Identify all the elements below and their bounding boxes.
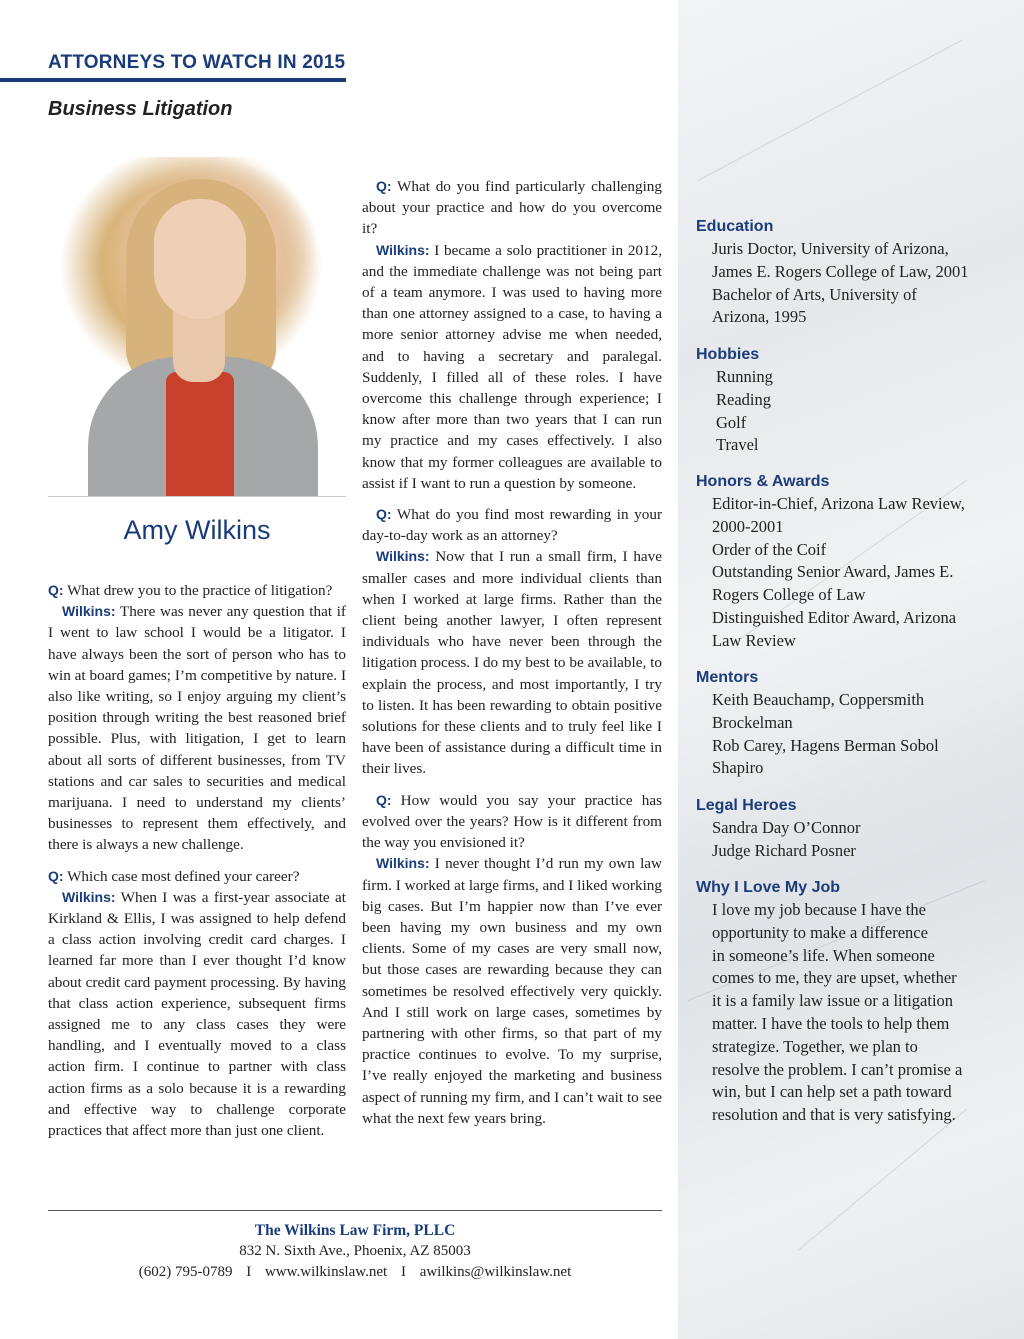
question-label: Q: bbox=[376, 178, 392, 194]
answer-label: Wilkins: bbox=[62, 888, 116, 905]
question-text: Which case most defined your career? bbox=[67, 867, 300, 885]
question-label: Q: bbox=[48, 582, 64, 598]
attorney-portrait-photo bbox=[48, 157, 346, 497]
question-1 bbox=[48, 580, 346, 601]
question-text: What drew you to the practice of litigation? bbox=[67, 582, 333, 599]
hobby-item: Golf bbox=[716, 412, 747, 432]
question-3 bbox=[362, 176, 662, 240]
website-link[interactable]: www.wilkinslaw.net bbox=[264, 1264, 388, 1280]
honors-line: 2000-2001 bbox=[712, 516, 784, 536]
email-link[interactable]: awilkins@wilkinslaw.net bbox=[419, 1264, 572, 1280]
portrait-shirt bbox=[166, 372, 234, 497]
attorney-name: Amy Wilkins bbox=[123, 515, 271, 545]
practice-area-subtitle: Business Litigation bbox=[48, 98, 233, 120]
education-line: Bachelor of Arts, University of bbox=[712, 284, 917, 304]
mentors-heading: Mentors bbox=[696, 669, 759, 686]
honors-line: Order of the Coif bbox=[712, 539, 827, 559]
why-line: it is a family law issue or a litigation bbox=[712, 991, 954, 1011]
contact-separator: I bbox=[400, 1264, 406, 1280]
question-5 bbox=[362, 790, 662, 854]
question-4 bbox=[362, 504, 662, 546]
why-line: strategize. Together, we plan to bbox=[712, 1036, 918, 1056]
answer-label: Wilkins: bbox=[62, 603, 116, 620]
answer-label: Wilkins: bbox=[376, 548, 430, 565]
mentors-line: Brockelman bbox=[712, 712, 793, 732]
page-section-title: ATTORNEYS TO WATCH IN 2015 bbox=[48, 52, 346, 73]
firm-name: The Wilkins Law Firm, PLLC bbox=[254, 1222, 456, 1239]
footer-divider bbox=[48, 1210, 662, 1211]
answer-text: Now that I run a small firm, I have smaller cases and more individual clients than when I worked at large firms. Rather than the client being another lawyer, I often represent individuals who have never been through the litigation process. I do my best to be available, to explain the process, and most importantly, I try to listen. It has been rewarding to obtain positive solutions for these clients and to truly feel like I have been of assistance during a difficult time in their lives. bbox=[362, 548, 662, 778]
answer-5 bbox=[362, 853, 662, 1129]
answer-text: I never thought I’d run my own law firm. I worked at large firms, and I liked working big cases. But I’m happier now than I’ve ever been having my own business and my own clients. Some of my cases are very small now, but those cases are rewarding because they can sometimes be resolved effectively very quickly. And I still work on large cases, sometimes by partnering with other firms, so that part of my practice continues to evolve. To my surprise, I’ve really enjoyed the marketing and business aspect of running my firm, and I can’t wait to see what the next few years bring. bbox=[362, 855, 663, 1127]
question-label: Q: bbox=[376, 791, 392, 808]
answer-label: Wilkins: bbox=[376, 855, 430, 872]
honors-heading: Honors & Awards bbox=[696, 473, 830, 490]
legal-hero-item: Judge Richard Posner bbox=[712, 840, 856, 860]
education-line: Juris Doctor, University of Arizona, bbox=[712, 239, 949, 258]
why-i-love-my-job-section bbox=[696, 879, 981, 1127]
phone-number: (602) 795-0789 bbox=[138, 1264, 233, 1280]
honors-line: Law Review bbox=[712, 630, 796, 650]
education-line: James E. Rogers College of Law, 2001 bbox=[712, 261, 969, 281]
why-line: in someone’s life. When someone bbox=[712, 945, 935, 965]
hobby-item: Travel bbox=[716, 435, 759, 455]
answer-label: Wilkins: bbox=[376, 241, 430, 258]
mentors-section bbox=[696, 669, 981, 780]
answer-text: There was never any question that if I went to law school I would be a litigator. I have always been the sort of person who has to win at board games; I’m competitive by nature. I also like writing, so I enjoy arguing my client’s position through writing the best reasoned brief possible. Plus, with litigation, I get to learn about all sorts of different businesses, from TV stations and car sales to securities and medical marijuana. I need to understand my clients’ businesses to represent them effectively, and there is always a new challenge. bbox=[48, 603, 346, 854]
honors-line: Outstanding Senior Award, James E. bbox=[712, 562, 954, 582]
why-line: comes to me, they are upset, whether bbox=[712, 968, 957, 988]
hobby-item: Reading bbox=[716, 389, 771, 409]
question-text: What do you find most rewarding in your day-to-day work as an attorney? bbox=[362, 506, 662, 545]
legal-heroes-heading: Legal Heroes bbox=[696, 797, 797, 814]
honors-line: Editor-in-Chief, Arizona Law Review, bbox=[712, 494, 965, 513]
answer-1 bbox=[48, 601, 346, 855]
education-heading: Education bbox=[696, 218, 774, 235]
firm-address: 832 N. Sixth Ave., Phoenix, AZ 85003 bbox=[239, 1243, 471, 1259]
why-line: win, but I can help set a path toward bbox=[712, 1082, 952, 1102]
question-label: Q: bbox=[48, 867, 64, 884]
education-section bbox=[696, 218, 981, 329]
portrait-face bbox=[154, 199, 246, 319]
honors-line: Distinguished Editor Award, Arizona bbox=[712, 607, 957, 627]
interview-column-left bbox=[48, 580, 346, 1151]
marble-vein bbox=[698, 39, 963, 181]
why-line: opportunity to make a difference bbox=[712, 922, 928, 942]
question-text: What do you find particularly challenging about your practice and how do you overcome it? bbox=[362, 178, 662, 238]
answer-text: When I was a first-year associate at Kirkland & Ellis, I was assigned to help defend a class action involving credit card charges. I learned far more than I ever thought I’d know about credit card payment processing. By having that class action experience, subsequent firms assigned me to any class cases they were handling, and I eventually moved to a class action firm. I continue to partner with class action firms as a solo because it is a rewarding and effective way to challenge corporate practices that affect more than just one client. bbox=[48, 888, 346, 1140]
interview-column-right bbox=[362, 176, 662, 1139]
honors-line: Rogers College of Law bbox=[712, 585, 866, 605]
legal-heroes-section bbox=[696, 797, 981, 863]
question-label: Q: bbox=[376, 506, 392, 523]
why-line: resolution and that is very satisfying. bbox=[712, 1105, 956, 1125]
mentors-line: Shapiro bbox=[712, 758, 764, 778]
question-text: How would you say your practice has evolved over the years? How is it different from the way you envisioned it? bbox=[362, 791, 662, 852]
title-underline-rule bbox=[0, 78, 346, 82]
hobby-item: Running bbox=[716, 367, 773, 386]
why-line: matter. I have the tools to help them bbox=[712, 1013, 950, 1033]
hobbies-heading: Hobbies bbox=[696, 346, 760, 363]
answer-text: I became a solo practitioner in 2012, and the immediate challenge was not being part of a team anymore. I was used to having more than one attorney assigned to a case, to having a more senior attorney advise me when needed, and to having a secretary and paralegal. Suddenly, I filled all of these roles. I have overcome this challenge through experience; I know after more than two years that I can run my practice and my cases effectively. I also know that my former colleagues are available to assist if I want to run a question by someone. bbox=[362, 241, 662, 492]
why-line: I love my job because I have the bbox=[712, 900, 926, 919]
hobbies-section bbox=[696, 346, 981, 457]
contact-separator: I bbox=[246, 1264, 252, 1280]
honors-section bbox=[696, 473, 981, 653]
legal-hero-item: Sandra Day O’Connor bbox=[712, 818, 861, 837]
answer-3 bbox=[362, 240, 662, 494]
answer-2 bbox=[48, 887, 346, 1141]
mentors-line: Keith Beauchamp, Coppersmith bbox=[712, 690, 925, 709]
education-line: Arizona, 1995 bbox=[712, 307, 807, 327]
footer-contact bbox=[48, 1220, 662, 1283]
why-i-love-my-job-heading: Why I Love My Job bbox=[696, 879, 841, 896]
mentors-line: Rob Carey, Hagens Berman Sobol bbox=[712, 735, 939, 755]
question-2 bbox=[48, 866, 346, 887]
marble-vein bbox=[798, 1109, 967, 1251]
contact-line bbox=[48, 1262, 662, 1283]
why-line: resolve the problem. I can’t promise a bbox=[712, 1059, 963, 1079]
answer-4 bbox=[362, 546, 662, 779]
